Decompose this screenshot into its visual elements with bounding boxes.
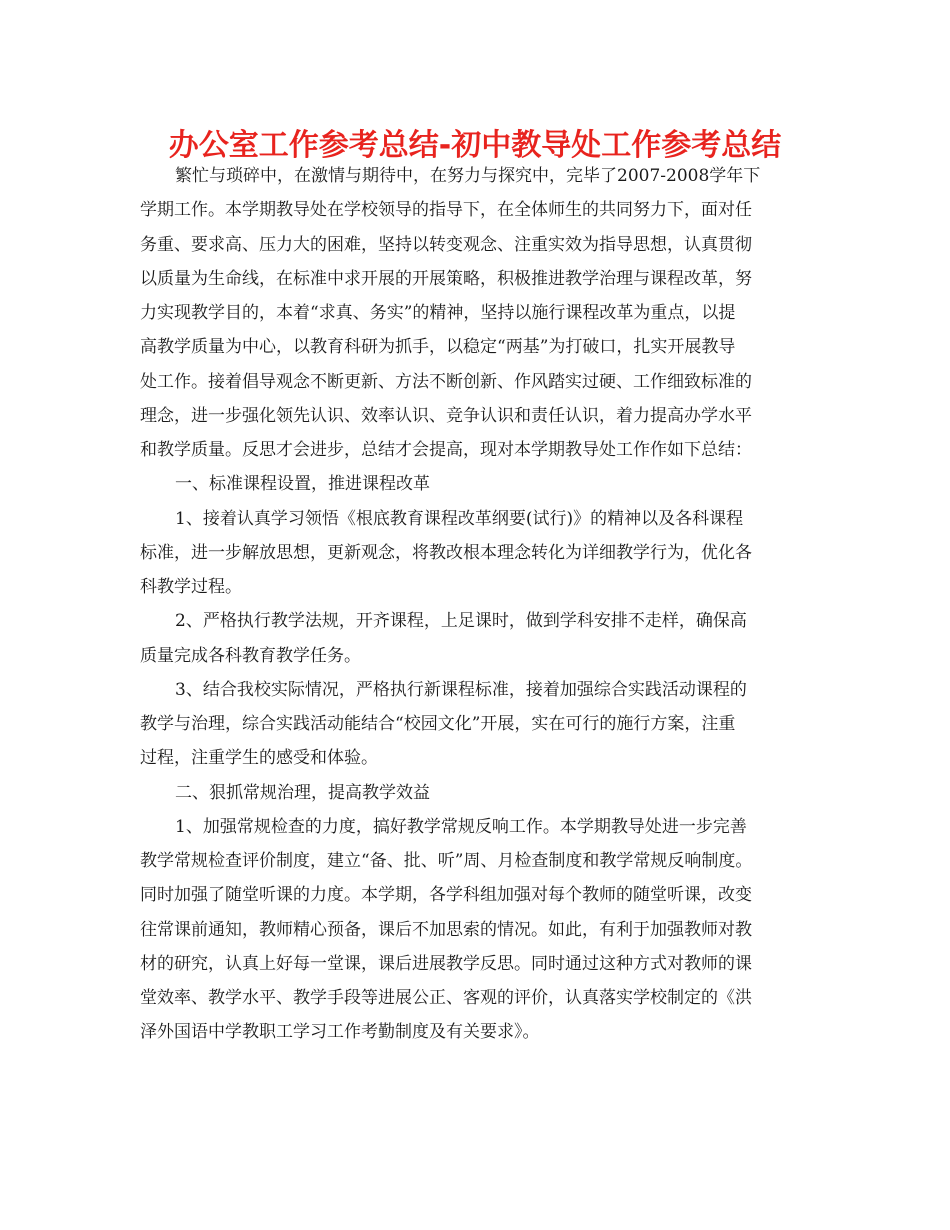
- paragraph-first-line: 1、加强常规检查的力度，搞好教学常规反响工作。本学期教导处进一步完善: [175, 817, 747, 837]
- paragraph-line: 泽外国语中学教职工学习工作考勤制度及有关要求》。: [140, 1022, 540, 1042]
- paragraph-line: 教学常规检查评价制度，建立“备、批、听”周、月检查制度和教学常规反响制度。: [140, 851, 753, 871]
- paragraph-first-line: 繁忙与琐碎中，在激情与期待中，在努力与探究中，完毕了2007-2008学年下: [175, 166, 761, 186]
- paragraph-first-line: 二、狠抓常规治理，提高教学效益: [175, 783, 430, 803]
- paragraph-line: 材的研究，认真上好每一堂课，课后进展教学反思。同时通过这种方式对教师的课: [140, 954, 752, 974]
- paragraph-line: 教学与治理，综合实践活动能结合“校园文化”开展，实在可行的施行方案，注重: [140, 714, 736, 734]
- paragraph-first-line: 1、接着认真学习领悟《根底教育课程改革纲要(试行)》的精神以及各科课程: [175, 509, 744, 529]
- paragraph-first-line: 2、严格执行教学法规，开齐课程，上足课时，做到学科安排不走样，确保高: [175, 611, 747, 631]
- document-title: 办公室工作参考总结-初中教导处工作参考总结: [168, 128, 782, 163]
- paragraph-line: 学期工作。本学期教导处在学校领导的指导下，在全体师生的共同努力下，面对任: [140, 200, 752, 220]
- paragraph-line: 堂效率、教学水平、教学手段等进展公正、客观的评价，认真落实学校制定的《洪: [140, 988, 752, 1008]
- paragraph-first-line: 3、结合我校实际情况，严格执行新课程标准，接着加强综合实践活动课程的: [175, 680, 747, 700]
- paragraph-first-line: 一、标准课程设置，推进课程改革: [175, 474, 430, 494]
- paragraph-line: 和教学质量。反思才会进步，总结才会提高，现对本学期教导处工作作如下总结：: [140, 440, 752, 460]
- paragraph-line: 务重、要求高、压力大的困难，坚持以转变观念、注重实效为指导思想，认真贯彻: [140, 235, 752, 255]
- paragraph-line: 理念，进一步强化领先认识、效率认识、竞争认识和责任认识，着力提高办学水平: [140, 406, 752, 426]
- paragraph-line: 同时加强了随堂听课的力度。本学期，各学科组加强对每个教师的随堂听课，改变: [140, 885, 752, 905]
- paragraph-line: 过程，注重学生的感受和体验。: [140, 748, 378, 768]
- paragraph-line: 往常课前通知，教师精心预备，课后不加思索的情况。如此，有利于加强教师对教: [140, 920, 752, 940]
- paragraph-line: 质量完成各科教育教学任务。: [140, 646, 361, 666]
- paragraph-line: 标准，进一步解放思想，更新观念，将教改根本理念转化为详细教学行为，优化各: [140, 543, 752, 563]
- paragraph-line: 处工作。接着倡导观念不断更新、方法不断创新、作风踏实过硬、工作细致标准的: [140, 372, 752, 392]
- paragraph-line: 以质量为生命线，在标准中求开展的开展策略，积极推进教学治理与课程改革，努: [140, 269, 752, 289]
- paragraph-line: 科教学过程。: [140, 577, 242, 597]
- paragraph-line: 力实现教学目的，本着“求真、务实”的精神，坚持以施行课程改革为重点，以提: [140, 303, 736, 323]
- paragraph-line: 高教学质量为中心，以教育科研为抓手，以稳定“两基”为打破口，扎实开展教导: [140, 337, 736, 357]
